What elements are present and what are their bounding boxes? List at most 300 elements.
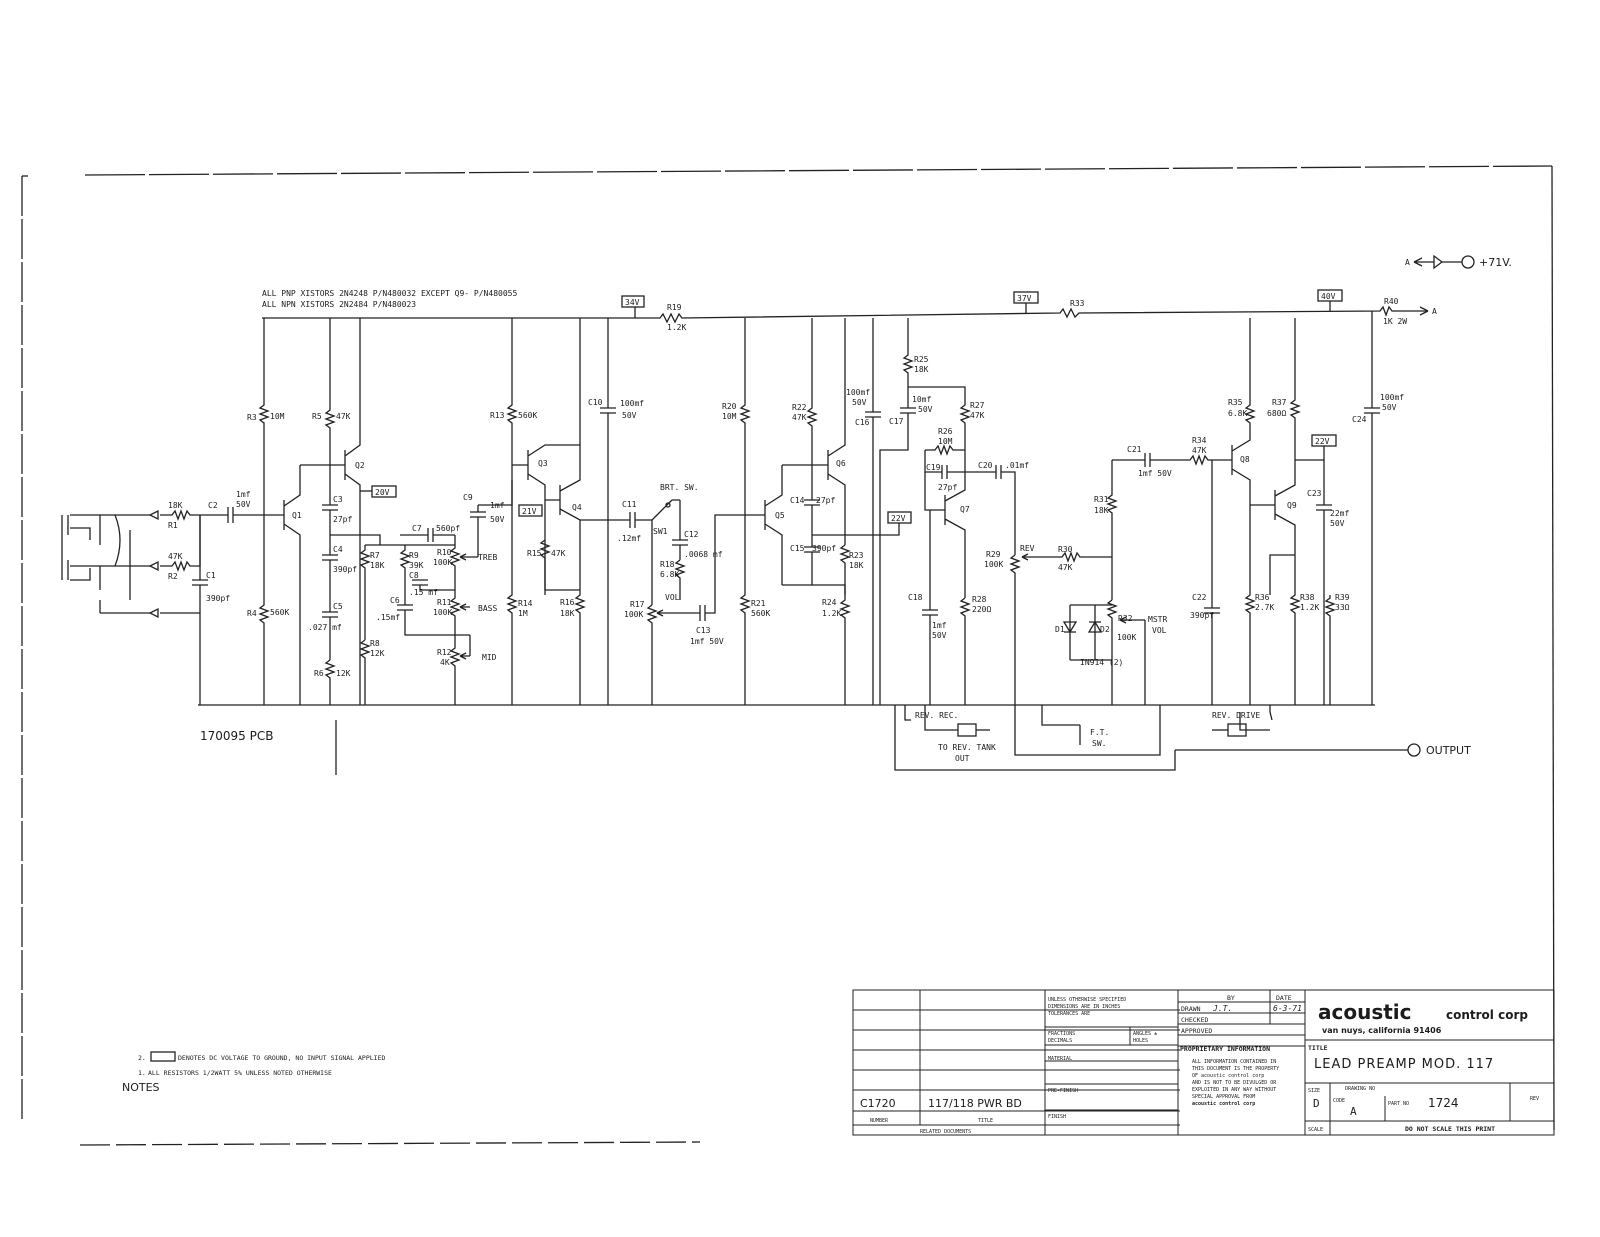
svg-text:R15: R15 <box>527 549 542 558</box>
c16-capacitor <box>846 318 881 705</box>
rail-a-label: A <box>1432 307 1437 316</box>
svg-text:10M: 10M <box>722 412 737 421</box>
svg-text:390pf: 390pf <box>206 594 231 603</box>
rev-drive-jack <box>1212 705 1272 736</box>
svg-text:R14: R14 <box>518 599 533 608</box>
tb-prop-4: AND IS NOT TO BE DIVULGED OR <box>1192 1080 1277 1086</box>
r3-resistor <box>247 318 285 515</box>
svg-text:560pf: 560pf <box>436 524 461 533</box>
tb-address: van nuys, california 91406 <box>1322 1026 1442 1035</box>
svg-text:Q9: Q9 <box>1287 501 1297 510</box>
svg-text:OUT: OUT <box>955 754 970 763</box>
svg-text:18K: 18K <box>1094 506 1109 515</box>
svg-text:OUTPUT: OUTPUT <box>1426 744 1471 757</box>
svg-text:R10: R10 <box>437 548 452 557</box>
svg-text:1.: 1. <box>138 1069 146 1077</box>
voltage-box-21v <box>519 505 542 516</box>
svg-text:10mf: 10mf <box>912 395 932 404</box>
svg-text:Q6: Q6 <box>836 459 846 468</box>
tb-by-header: BY <box>1227 994 1235 1002</box>
svg-text:DENOTES DC VOLTAGE TO GROUND,: DENOTES DC VOLTAGE TO GROUND, NO INPUT SIGNAL APPLIED <box>178 1054 386 1062</box>
voltage-box-22v-b <box>1295 435 1336 460</box>
svg-text:ALL RESISTORS 1/2WATT 5% UNLES: ALL RESISTORS 1/2WATT 5% UNLESS NOTED OTHERWISE <box>148 1069 332 1077</box>
foot-switch-jack <box>1015 705 1160 755</box>
svg-text:R39: R39 <box>1335 593 1350 602</box>
svg-text:47K: 47K <box>168 552 183 561</box>
c17-capacitor <box>880 387 933 705</box>
svg-text:F.T.: F.T. <box>1090 728 1110 737</box>
tb-size-label: SIZE <box>1308 1088 1321 1094</box>
r35-resistor <box>1228 318 1254 435</box>
svg-text:R23: R23 <box>849 551 864 560</box>
tb-company: acoustic <box>1318 1000 1412 1024</box>
r15-resistor <box>527 540 566 590</box>
c24-capacitor <box>1352 311 1404 705</box>
r17-volume-pot <box>624 593 695 705</box>
c4-capacitor <box>322 535 357 612</box>
tb-finish: FINISH <box>1048 1114 1067 1120</box>
r9-resistor <box>401 545 424 590</box>
svg-text:12K: 12K <box>336 669 351 678</box>
tb-part-label: PART NO <box>1388 1101 1410 1107</box>
svg-text:C21: C21 <box>1127 445 1142 454</box>
r19-label: R19 <box>667 303 682 312</box>
svg-text:39K: 39K <box>409 561 424 570</box>
svg-text:IN914 (2): IN914 (2) <box>1080 658 1124 667</box>
r7-resistor <box>361 545 385 640</box>
q8-transistor <box>1230 435 1250 505</box>
svg-text:R17: R17 <box>630 600 645 609</box>
pcb-label: 170095 PCB <box>200 729 274 743</box>
svg-text:12K: 12K <box>370 649 385 658</box>
tb-size: D <box>1313 1097 1320 1110</box>
r38-resistor <box>1270 555 1319 705</box>
r12-mid-pot <box>437 635 497 705</box>
r4-resistor <box>247 515 289 705</box>
svg-text:A: A <box>1405 258 1410 267</box>
tb-part: 1724 <box>1428 1096 1459 1110</box>
svg-text:18K: 18K <box>914 365 929 374</box>
svg-text:100K: 100K <box>984 560 1004 569</box>
r34-resistor <box>1180 436 1230 464</box>
svg-text:C22: C22 <box>1192 593 1207 602</box>
tb-related-docs: RELATED DOCUMENTS <box>920 1129 972 1135</box>
svg-text:22V: 22V <box>891 514 906 523</box>
svg-text:R28: R28 <box>972 595 987 604</box>
tb-checked: CHECKED <box>1181 1016 1209 1024</box>
svg-text:37V: 37V <box>1017 294 1032 303</box>
svg-text:C20: C20 <box>978 461 993 470</box>
svg-text:C8: C8 <box>409 571 419 580</box>
svg-text:R25: R25 <box>914 355 929 364</box>
supply-input-71v <box>1405 256 1512 269</box>
r37-resistor <box>1267 318 1299 460</box>
tb-drawn-date: 6-3-71 <box>1273 1004 1302 1013</box>
r25-resistor <box>904 318 929 387</box>
voltage-box-40v <box>1318 290 1342 311</box>
svg-text:21V: 21V <box>522 507 537 516</box>
svg-text:C23: C23 <box>1307 489 1322 498</box>
svg-text:47K: 47K <box>336 412 351 421</box>
bright-switch <box>652 483 699 605</box>
svg-text:1mf 50V: 1mf 50V <box>690 637 724 646</box>
svg-text:REV: REV <box>1020 544 1035 553</box>
r40-label: R40 <box>1384 297 1399 306</box>
svg-text:R18: R18 <box>660 560 675 569</box>
q4-transistor <box>545 445 625 520</box>
c23-capacitor <box>1307 460 1349 705</box>
header-note-pnp: ALL PNP XISTORS 2N4248 P/N480032 EXCEPT Q9- P/N480055 <box>262 289 518 298</box>
tb-title: LEAD PREAMP MOD. 117 <box>1314 1057 1495 1072</box>
svg-text:47K: 47K <box>970 411 985 420</box>
svg-text:R27: R27 <box>970 401 985 410</box>
svg-text:C9: C9 <box>463 493 473 502</box>
svg-text:50V: 50V <box>852 398 867 407</box>
svg-text:Q5: Q5 <box>775 511 785 520</box>
tb-prop-7: acoustic control corp <box>1192 1101 1256 1107</box>
svg-text:1M: 1M <box>518 609 528 618</box>
svg-text:100K: 100K <box>1117 633 1137 642</box>
c1-capacitor <box>192 515 230 613</box>
svg-text:C17: C17 <box>889 417 904 426</box>
svg-text:390pf: 390pf <box>1190 611 1215 620</box>
svg-text:560K: 560K <box>518 411 538 420</box>
svg-text:R31: R31 <box>1094 495 1109 504</box>
svg-text:R24: R24 <box>822 598 837 607</box>
svg-text:18K: 18K <box>370 561 385 570</box>
r8-resistor <box>361 639 385 705</box>
q5-transistor <box>745 465 785 585</box>
svg-text:680Ω: 680Ω <box>1267 409 1287 418</box>
voltage-box-37v <box>1014 292 1038 313</box>
svg-text:18K: 18K <box>168 501 183 510</box>
input-jacks <box>62 511 158 617</box>
svg-text:SW1: SW1 <box>653 527 668 536</box>
svg-text:Q8: Q8 <box>1240 455 1250 464</box>
svg-text:R34: R34 <box>1192 436 1207 445</box>
svg-text:34V: 34V <box>625 298 640 307</box>
tb-related-number: C1720 <box>860 1097 896 1110</box>
svg-text:47K: 47K <box>1192 446 1207 455</box>
tb-angles: ANGLES ± <box>1133 1031 1158 1037</box>
svg-text:R8: R8 <box>370 639 380 648</box>
tb-noscale: DO NOT SCALE THIS PRINT <box>1405 1125 1496 1133</box>
svg-text:Q7: Q7 <box>960 505 970 514</box>
tb-tol-3: TOLERANCES ARE <box>1048 1011 1091 1017</box>
svg-text:50V: 50V <box>1330 519 1345 528</box>
tb-prop-3: OF acoustic control corp <box>1192 1073 1265 1079</box>
svg-text:100K: 100K <box>433 558 453 567</box>
r40-value: 1K 2W <box>1383 317 1408 326</box>
voltage-box-20v <box>360 486 396 497</box>
c15-capacitor <box>782 535 875 585</box>
tb-rev-label: REV <box>1530 1096 1540 1102</box>
r16-resistor <box>545 520 584 705</box>
diodes <box>1055 605 1123 667</box>
notes <box>122 1052 385 1094</box>
r28-resistor <box>961 595 991 705</box>
tb-company-2: control corp <box>1446 1008 1528 1022</box>
svg-text:SW.: SW. <box>1092 739 1107 748</box>
svg-text:10M: 10M <box>270 412 285 421</box>
svg-text:R36: R36 <box>1255 593 1270 602</box>
r24-resistor <box>812 585 849 705</box>
svg-text:50V: 50V <box>918 405 933 414</box>
tb-prop-1: ALL INFORMATION CONTAINED IN <box>1192 1059 1277 1065</box>
svg-text:TREB: TREB <box>478 553 498 562</box>
c5-capacitor <box>308 602 343 660</box>
svg-text:.027 mf: .027 mf <box>308 623 342 632</box>
c9-capacitor <box>463 480 512 557</box>
tb-title-header: TITLE <box>978 1118 994 1124</box>
svg-text:1mf 50V: 1mf 50V <box>1138 469 1172 478</box>
svg-text:10M: 10M <box>938 437 953 446</box>
tb-prop-header: PROPRIETARY INFORMATION <box>1180 1045 1271 1053</box>
svg-text:.15 mf: .15 mf <box>409 588 438 597</box>
r21-resistor <box>741 515 770 705</box>
svg-text:R32: R32 <box>1118 614 1133 623</box>
svg-text:6.8K: 6.8K <box>1228 409 1248 418</box>
svg-text:R12: R12 <box>437 648 452 657</box>
tb-approved: APPROVED <box>1181 1027 1213 1035</box>
tb-prop-2: THIS DOCUMENT IS THE PROPERTY <box>1192 1066 1280 1072</box>
svg-text:BRT. SW.: BRT. SW. <box>660 483 699 492</box>
r39-resistor <box>1326 593 1350 705</box>
svg-text:Q4: Q4 <box>572 503 582 512</box>
svg-text:33Ω: 33Ω <box>1335 603 1350 612</box>
svg-text:560K: 560K <box>270 608 290 617</box>
svg-text:C11: C11 <box>622 500 637 509</box>
svg-text:C24: C24 <box>1352 415 1367 424</box>
svg-text:1mf: 1mf <box>932 621 947 630</box>
q1-transistor <box>264 465 302 705</box>
tb-drawn-by: J.T. <box>1213 1004 1233 1013</box>
svg-text:1mf: 1mf <box>236 490 251 499</box>
svg-text:47K: 47K <box>1058 563 1073 572</box>
svg-text:R29: R29 <box>986 550 1001 559</box>
c22-capacitor <box>1190 460 1220 705</box>
tb-tol-1: UNLESS OTHERWISE SPECIFIED <box>1048 997 1127 1003</box>
svg-text:47K: 47K <box>551 549 566 558</box>
q2-transistor <box>300 318 365 705</box>
tb-code: A <box>1350 1105 1357 1118</box>
r32-master-volume-pot <box>1108 600 1167 705</box>
svg-text:22V: 22V <box>1315 437 1330 446</box>
svg-text:R4: R4 <box>247 609 257 618</box>
r29-reverb-pot <box>984 544 1035 705</box>
svg-text:.01mf: .01mf <box>1005 461 1030 470</box>
r13-resistor <box>490 318 537 465</box>
svg-text:1.2K: 1.2K <box>1300 603 1320 612</box>
tb-prop-6: SPECIAL APPROVAL FROM <box>1192 1094 1256 1100</box>
svg-text:C6: C6 <box>390 596 400 605</box>
svg-text:VOL: VOL <box>665 593 680 602</box>
svg-text:2.: 2. <box>138 1054 146 1062</box>
svg-text:C12: C12 <box>684 530 699 539</box>
svg-text:REV. DRIVE: REV. DRIVE <box>1212 711 1261 720</box>
tb-code-label: CODE <box>1333 1098 1346 1104</box>
svg-text:C5: C5 <box>333 602 343 611</box>
svg-text:6.8K: 6.8K <box>660 570 680 579</box>
svg-text:C3: C3 <box>333 495 343 504</box>
tb-number-header: NUMBER <box>870 1118 889 1124</box>
r6-resistor <box>314 660 351 705</box>
r11-bass-pot <box>433 590 497 640</box>
r33-label: R33 <box>1070 299 1085 308</box>
svg-text:R11: R11 <box>437 598 452 607</box>
svg-text:R5: R5 <box>312 412 322 421</box>
header-note-npn: ALL NPN XISTORS 2N2484 P/N480023 <box>262 300 417 309</box>
svg-text:50V: 50V <box>236 500 251 509</box>
svg-text:C2: C2 <box>208 501 218 510</box>
tb-prop-5: EXPLOITED IN ANY WAY WITHOUT <box>1192 1087 1277 1093</box>
svg-text:50V: 50V <box>490 515 505 524</box>
tb-material: MATERIAL <box>1048 1056 1073 1062</box>
svg-text:C16: C16 <box>855 418 870 427</box>
svg-text:NOTES: NOTES <box>122 1081 160 1094</box>
c11-capacitor <box>617 500 652 543</box>
svg-text:C13: C13 <box>696 626 711 635</box>
svg-text:VOL: VOL <box>1152 626 1167 635</box>
c19-capacitor <box>925 450 965 492</box>
svg-text:.0068 mf: .0068 mf <box>684 550 723 559</box>
tb-drawing-no: DRAWING NO <box>1345 1086 1376 1092</box>
r10-treble-pot <box>433 535 497 590</box>
svg-text:R9: R9 <box>409 551 419 560</box>
c20-capacitor <box>965 461 1029 555</box>
svg-text:1.2K: 1.2K <box>822 609 842 618</box>
svg-text:R26: R26 <box>938 427 953 436</box>
svg-text:C15: C15 <box>790 544 805 553</box>
svg-text:18K: 18K <box>560 609 575 618</box>
svg-text:R6: R6 <box>314 669 324 678</box>
svg-text:R20: R20 <box>722 402 737 411</box>
svg-text:50V: 50V <box>932 631 947 640</box>
svg-text:Q2: Q2 <box>355 461 365 470</box>
svg-text:40V: 40V <box>1321 292 1336 301</box>
svg-text:R13: R13 <box>490 411 505 420</box>
svg-text:R37: R37 <box>1272 398 1287 407</box>
svg-text:22mf: 22mf <box>1330 509 1350 518</box>
r36-resistor <box>1246 505 1274 705</box>
svg-text:R30: R30 <box>1058 545 1073 554</box>
svg-text:390pf: 390pf <box>333 565 358 574</box>
c7-capacitor <box>400 524 460 542</box>
svg-text:R7: R7 <box>370 551 380 560</box>
c10-capacitor <box>588 318 644 705</box>
svg-text:C1: C1 <box>206 571 216 580</box>
svg-text:27pf: 27pf <box>816 496 836 505</box>
q6-transistor <box>782 318 846 545</box>
input-ground-wire <box>160 613 200 705</box>
tb-prefinish: PRE-FINISH <box>1048 1088 1079 1094</box>
svg-text:100mf: 100mf <box>846 388 871 397</box>
svg-text:+71V.: +71V. <box>1479 256 1512 269</box>
tb-fractions: FRACTIONS <box>1048 1031 1076 1037</box>
svg-text:2.7K: 2.7K <box>1255 603 1275 612</box>
svg-text:C18: C18 <box>908 593 923 602</box>
svg-text:BASS: BASS <box>478 604 498 613</box>
svg-text:47K: 47K <box>792 413 807 422</box>
c18-capacitor <box>908 510 947 705</box>
tb-scale: SCALE <box>1308 1127 1324 1133</box>
svg-text:R21: R21 <box>751 599 766 608</box>
svg-text:27pf: 27pf <box>333 515 353 524</box>
svg-text:390pf: 390pf <box>812 544 837 553</box>
svg-text:C19: C19 <box>926 463 941 472</box>
svg-text:TO REV. TANK: TO REV. TANK <box>938 743 996 752</box>
svg-text:20V: 20V <box>375 488 390 497</box>
tb-holes: HOLES <box>1133 1038 1149 1044</box>
r31-resistor <box>1094 460 1116 600</box>
svg-text:D2: D2 <box>1100 625 1110 634</box>
c8-capacitor <box>409 571 455 597</box>
svg-text:Q1: Q1 <box>292 511 302 520</box>
svg-text:100K: 100K <box>624 610 644 619</box>
tb-title-label: TITLE <box>1308 1044 1328 1052</box>
svg-text:27pf: 27pf <box>938 483 958 492</box>
svg-text:R35: R35 <box>1228 398 1243 407</box>
r30-resistor <box>1030 545 1112 572</box>
tb-tol-2: DIMENSIONS ARE IN INCHES <box>1048 1004 1121 1010</box>
tb-decimals: DECIMALS <box>1048 1038 1073 1044</box>
svg-text:R22: R22 <box>792 403 807 412</box>
svg-text:R1: R1 <box>168 521 178 530</box>
svg-text:C10: C10 <box>588 398 603 407</box>
r5-resistor <box>312 318 351 465</box>
svg-text:4K: 4K <box>440 658 450 667</box>
svg-text:R2: R2 <box>168 572 178 581</box>
tb-related-title: 117/118 PWR BD <box>928 1097 1022 1110</box>
svg-text:100K: 100K <box>433 608 453 617</box>
svg-text:50V: 50V <box>1382 403 1397 412</box>
voltage-box-34v <box>622 296 644 318</box>
svg-text:C7: C7 <box>412 524 422 533</box>
svg-text:50V: 50V <box>622 411 637 420</box>
rev-rec-jack <box>895 705 1175 770</box>
r26-resistor <box>925 427 965 454</box>
svg-text:1mf: 1mf <box>490 501 505 510</box>
tb-drawn: DRAWN <box>1181 1005 1201 1013</box>
svg-text:REV. REC.: REV. REC. <box>915 711 959 720</box>
svg-text:MID: MID <box>482 653 497 662</box>
r2-resistor <box>160 515 200 581</box>
stage1-node <box>330 535 380 545</box>
svg-text:MSTR: MSTR <box>1148 615 1168 624</box>
svg-text:R16: R16 <box>560 598 575 607</box>
svg-text:D1: D1 <box>1055 625 1065 634</box>
r19-value: 1.2K <box>667 323 687 332</box>
svg-text:C14: C14 <box>790 496 805 505</box>
svg-text:R38: R38 <box>1300 593 1315 602</box>
c21-capacitor <box>1112 445 1180 478</box>
svg-text:220Ω: 220Ω <box>972 605 992 614</box>
svg-text:18K: 18K <box>849 561 864 570</box>
svg-text:100mf: 100mf <box>620 399 645 408</box>
svg-text:Q3: Q3 <box>538 459 548 468</box>
svg-text:.15mf: .15mf <box>376 613 401 622</box>
svg-text:R3: R3 <box>247 413 257 422</box>
tb-date-header: DATE <box>1276 994 1292 1002</box>
svg-text:100mf: 100mf <box>1380 393 1405 402</box>
svg-text:.12mf: .12mf <box>617 534 642 543</box>
r22-resistor <box>792 318 816 465</box>
svg-text:C4: C4 <box>333 545 343 554</box>
svg-text:560K: 560K <box>751 609 771 618</box>
output-jack <box>1175 744 1471 757</box>
q9-transistor <box>1250 460 1297 555</box>
r20-resistor <box>722 318 749 515</box>
